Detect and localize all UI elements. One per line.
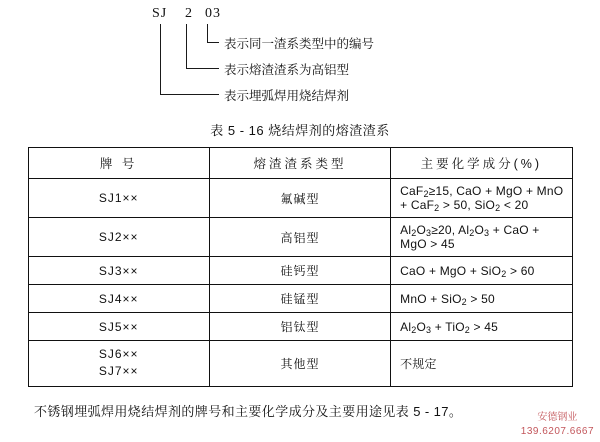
cell-grade: SJ5×× bbox=[28, 313, 209, 341]
diagram-note-2: 表示熔渣渣系为高铝型 bbox=[224, 63, 350, 77]
code-suffix: 03 bbox=[205, 6, 221, 21]
cell-slag-type: 高铝型 bbox=[209, 218, 390, 257]
cell-slag-type: 其他型 bbox=[209, 341, 390, 387]
table-row bbox=[28, 218, 572, 257]
column-header-grade: 牌 号 bbox=[28, 148, 209, 179]
cell-slag-type: 氟碱型 bbox=[209, 179, 390, 218]
leader-line-vertical-2 bbox=[186, 24, 187, 68]
footer-paragraph: 不锈钢埋弧焊用烧结焊剂的牌号和主要化学成分及主要用途见表 5 - 17。 bbox=[34, 403, 463, 419]
code-prefix: SJ bbox=[152, 6, 168, 21]
leader-line-horizontal-2 bbox=[186, 68, 219, 69]
leader-line-vertical-1 bbox=[207, 24, 208, 42]
table-row bbox=[28, 313, 572, 341]
diagram-note-1: 表示同一渣系类型中的编号 bbox=[224, 37, 375, 51]
table-row bbox=[28, 341, 572, 387]
cell-composition: $Al_2O_3\ge 20$, $Al_2O_3$ + CaO + MgO > 45 bbox=[391, 218, 572, 257]
cell-grade: SJ1×× bbox=[28, 179, 209, 218]
leader-line-vertical-3 bbox=[160, 24, 161, 94]
slag-system-table bbox=[28, 147, 573, 387]
cell-composition: CaO + MgO + SiO$_2$ > 60 bbox=[391, 257, 572, 285]
cell-grade: SJ4×× bbox=[28, 285, 209, 313]
column-header-composition: 主要化学成分(%) bbox=[391, 148, 572, 179]
watermark-phone: 139.6207.6667 bbox=[520, 425, 594, 437]
code-explanation-diagram bbox=[0, 0, 600, 118]
cell-grade: SJ6×× SJ7×× bbox=[28, 341, 209, 387]
cell-composition: CaF$_2$≥15, CaO + MgO + MnO + CaF$_2$ > 50, SiO$_2$ < 20 bbox=[391, 179, 572, 218]
column-header-slag-type: 熔渣渣系类型 bbox=[209, 148, 390, 179]
table-caption: 表 5 - 16 烧结焊剂的熔渣渣系 bbox=[210, 123, 390, 138]
product-code bbox=[152, 6, 226, 22]
watermark-company: 安德钢业 bbox=[537, 412, 578, 423]
table-row bbox=[28, 179, 572, 218]
table-row bbox=[28, 285, 572, 313]
cell-slag-type: 硅锰型 bbox=[209, 285, 390, 313]
table-row bbox=[28, 257, 572, 285]
table-header-row bbox=[28, 148, 572, 179]
cell-composition: MnO + SiO$_2$ > 50 bbox=[391, 285, 572, 313]
cell-grade: SJ3×× bbox=[28, 257, 209, 285]
cell-slag-type: 硅钙型 bbox=[209, 257, 390, 285]
diagram-note-3: 表示埋弧焊用烧结焊剂 bbox=[224, 89, 350, 103]
cell-composition: 不规定 bbox=[391, 341, 572, 387]
cell-grade: SJ2×× bbox=[28, 218, 209, 257]
leader-line-horizontal-3 bbox=[160, 94, 219, 95]
leader-line-horizontal-1 bbox=[207, 42, 219, 43]
code-middle: 2 bbox=[185, 6, 193, 21]
cell-slag-type: 铝钛型 bbox=[209, 313, 390, 341]
watermark bbox=[521, 411, 594, 438]
cell-composition: $Al_2O_3 + TiO_2 > 45$ bbox=[391, 313, 572, 341]
